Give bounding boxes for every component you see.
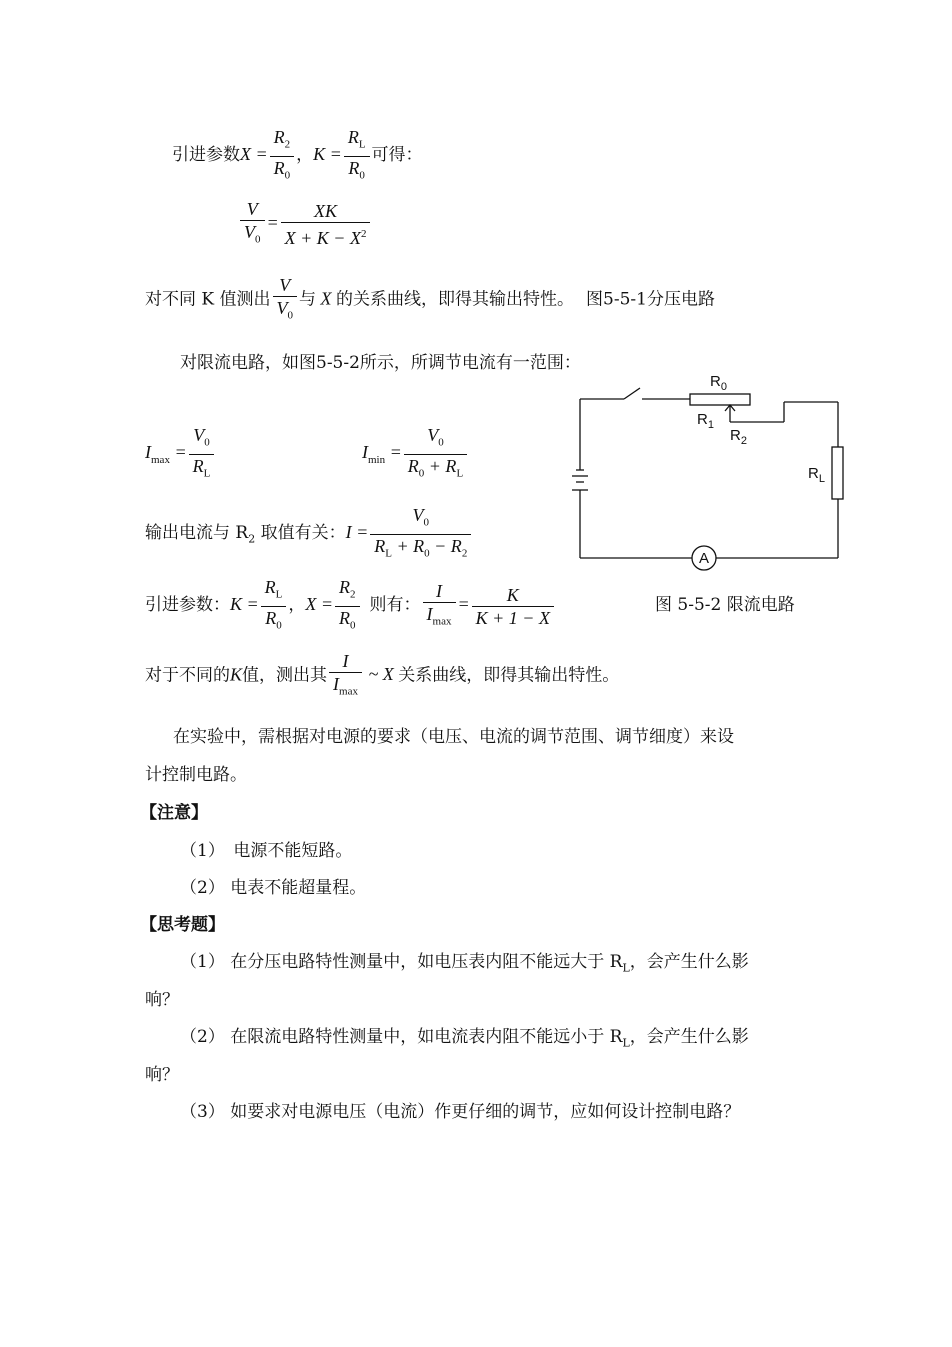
design-paragraph-b: 计控制电路。	[145, 765, 247, 785]
formula-v-ratio-inline: $\frac{V}{V_0}$	[271, 288, 300, 308]
line8-prefix: 对于不同的	[145, 665, 230, 686]
line3-prefix: 对不同 K 值测出	[145, 289, 271, 310]
formula-current-ratio: $\frac{I}{I_{max}}$ = $\frac{K}{K + 1 - X}$	[421, 594, 556, 614]
param-prefix: 引进参数	[172, 145, 240, 166]
param-definition-line	[172, 126, 423, 186]
question-2-cont: 响？	[145, 1065, 179, 1085]
line3-middle: 与	[299, 289, 317, 310]
questions-title: 【思考题】	[140, 915, 225, 935]
line3-suffix: 的关系曲线，即得其输出特性。	[336, 289, 575, 310]
question-2-sub: L	[622, 1036, 630, 1050]
line6-suffix: 取值有关：	[255, 523, 346, 544]
question-2-text: （2） 在限流电路特性测量中，如电流表内阻不能远小于 R	[180, 1027, 623, 1047]
label-ammeter: A	[699, 550, 710, 567]
question-1-cont: 响？	[145, 990, 179, 1010]
label-rl: $R_L$	[808, 465, 825, 485]
output-current-line	[145, 504, 473, 564]
fig-ref-5-5-1: 图5-5-1分压电路	[586, 289, 715, 310]
resistor-r0	[690, 394, 750, 405]
label-r2: $R_2$	[730, 427, 747, 447]
formula-x-def: X = $\frac{R_2}{R_0}$	[240, 144, 296, 164]
formula-i-ratio-x: $\frac{I}{I_{max}}$ ~ X	[327, 664, 398, 684]
line6-sub: 2	[248, 532, 256, 546]
line7-then: 则有：	[369, 595, 421, 616]
current-limit-intro: 对限流电路，如图5-5-2所示，所调节电流有一范围：	[180, 353, 581, 373]
formula-imax: $I_{max}$ = $\frac{V_0}{R_L}$	[145, 424, 216, 484]
line8-mid1: 值，测出其	[242, 665, 328, 686]
formula-x-def-2: X = $\frac{R_2}{R_0}$	[305, 594, 361, 614]
param-suffix: 可得：	[371, 145, 423, 166]
figure-caption: 图 5-5-2 限流电路	[655, 595, 795, 615]
current-characteristic-line	[145, 650, 619, 703]
question-2	[180, 1022, 749, 1049]
question-2-text-b: ，会产生什么影	[629, 1027, 749, 1047]
question-3: （3） 如要求对电源电压（电流）作更仔细的调节，应如何设计控制电路？	[180, 1102, 741, 1122]
question-1-text: （1） 在分压电路特性测量中，如电压表内阻不能远大于 R	[180, 952, 623, 972]
param-sep: ，	[296, 145, 314, 166]
resistor-rl	[832, 447, 843, 499]
formula-current: I = $\frac{V_0}{R_L + R_0 - R_2}$	[346, 522, 474, 542]
param-line-2	[145, 576, 556, 636]
line8-mid2: 关系曲线，即得其输出特性。	[398, 665, 620, 686]
formula-voltage-ratio: $\frac{V}{V_0}$ = $\frac{XK}{X + K - X^2}$	[238, 198, 372, 251]
design-paragraph-a: 在实验中，需根据对电源的要求（电压、电流的调节范围、调节细度）来设	[173, 727, 734, 747]
notice-title: 【注意】	[140, 803, 208, 823]
formula-imin: $I_{min}$ = $\frac{V_0}{R_0 + R_L}$	[362, 424, 469, 484]
output-characteristic-line	[145, 274, 715, 327]
notice-item-1: （1） 电源不能短路。	[180, 841, 353, 861]
notice-item-2: （2） 电表不能超量程。	[180, 878, 367, 898]
ammeter	[692, 546, 716, 570]
line7-prefix: 引进参数：	[145, 595, 230, 616]
formula-k-def-2: K = $\frac{R_L}{R_0}$	[230, 594, 288, 614]
question-1	[180, 947, 749, 974]
var-x: X	[316, 288, 337, 309]
formula-k-def: K = $\frac{R_L}{R_0}$	[313, 144, 371, 164]
line7-sep: ，	[288, 595, 306, 616]
line6-prefix: 输出电流与 R	[145, 523, 249, 544]
label-r0: $R_0$	[710, 373, 727, 393]
var-k: K	[230, 664, 243, 685]
question-1-sub: L	[622, 961, 630, 975]
label-r1: $R_1$	[697, 411, 714, 431]
question-1-text-b: ，会产生什么影	[629, 952, 749, 972]
